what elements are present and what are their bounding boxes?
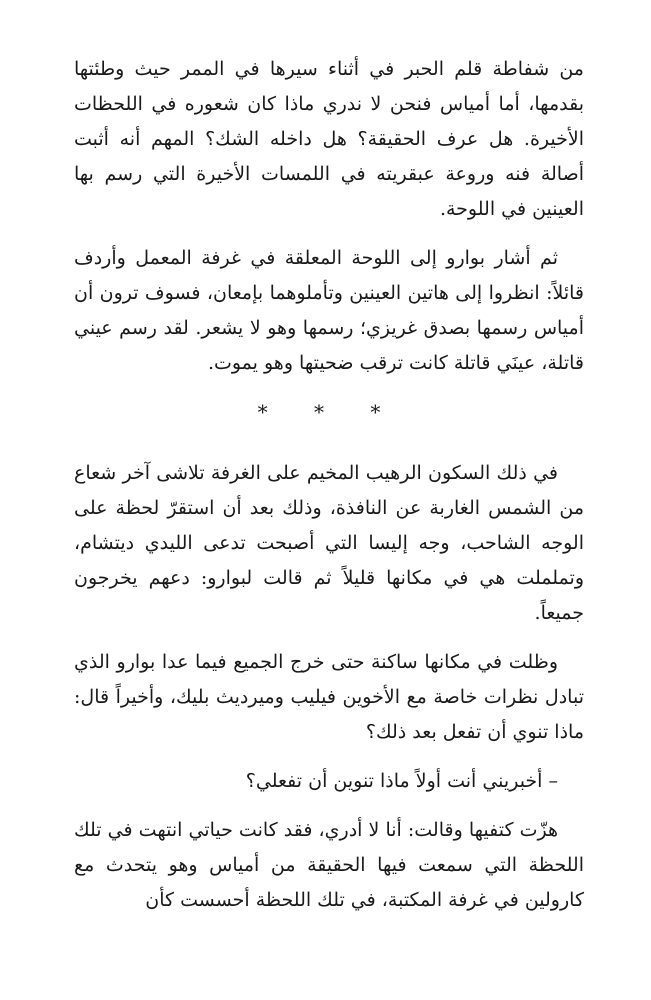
paragraph-3: في ذلك السكون الرهيب المخيم على الغرفة تلاشى آخر شعاع من الشمس الغاربة عن النافذة، وذلك بعد أن استقرّ لحظة على الوجه الشاحب، وجه إليسا التي أصبحت تدعى الليدي ديتشام، وتململت هي في مكانها قليلاً ثم قالت لبوارو: دعهم يخرجون جميعاً. bbox=[74, 462, 584, 624]
book-page bbox=[74, 52, 584, 932]
paragraph-5: هزّت كتفيها وقالت: أنا لا أدري، فقد كانت حياتي انتهت في تلك اللحظة التي سمعت فيها الحقيقة من أمياس وهو يتحدث مع كارولين في غرفة المكتبة، في تلك اللحظة أحسست كأن bbox=[74, 819, 584, 911]
dialogue-line: – أخبريني أنت أولاً ماذا تنوين أن تفعلي؟ bbox=[245, 770, 558, 792]
paragraph-4: وظلت في مكانها ساكنة حتى خرج الجميع فيما عدا بوارو الذي تبادل نظرات خاصة مع الأخوين فيليب وميرديث بليك، وأخيراً قال: ماذا تنوي أن تفعل بعد ذلك؟ bbox=[74, 651, 584, 743]
paragraph-2: ثم أشار بوارو إلى اللوحة المعلقة في غرفة المعمل وأردف قائلاً: انظروا إلى هاتين العينين وتأملوهما بإمعان، فسوف ترون أن أمياس رسمها بصدق غريزي؛ رسمها وهو لا يشعر. لقد رسم عيني قاتلة، عينَي قاتلة كانت ترقب ضحيتها وهو يموت. bbox=[74, 247, 584, 374]
paragraph-1: من شفاطة قلم الحبر في أثناء سيرها في الممر حيث وطئتها بقدمها، أما أمياس فنحن لا ندري ماذا كان شعوره في اللحظات الأخيرة. هل عرف الحقيقة؟ هل داخله الشك؟ المهم أنه أثبت أصالة فنه وروعة عبقريته في اللمسات الأخيرة التي رسم بها العينين في اللوحة. bbox=[74, 58, 584, 220]
section-separator: * * * bbox=[257, 400, 401, 424]
